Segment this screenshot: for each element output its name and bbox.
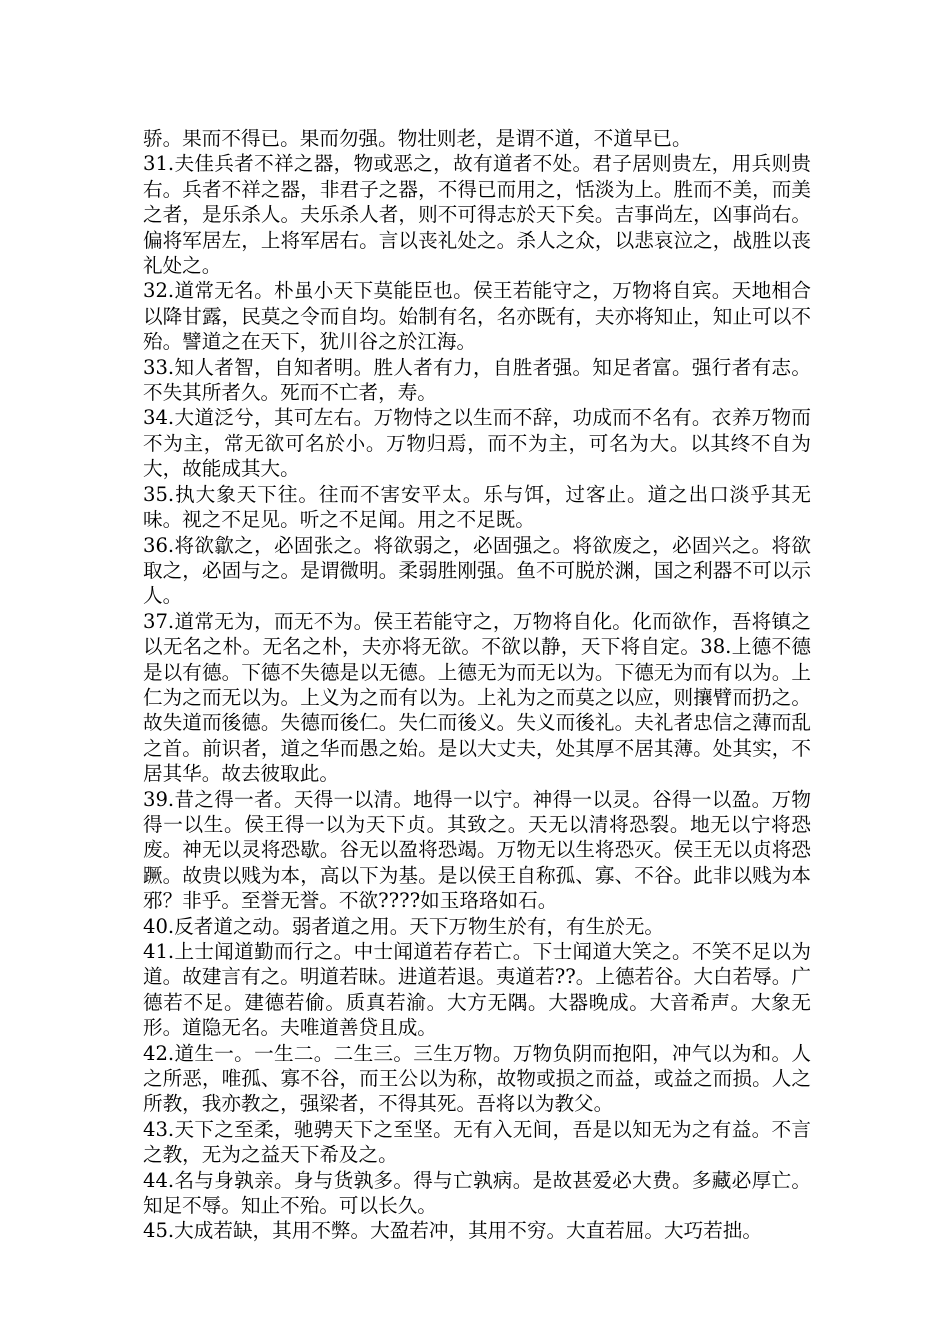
paragraph-36: 36.将欲歙之，必固张之。将欲弱之，必固强之。将欲废之，必固兴之。将欲取之，必固与之。是谓微明。柔弱胜刚强。鱼不可脱於渊，国之利器不可以示人。	[143, 533, 811, 608]
paragraph-35: 35.执大象天下往。往而不害安平太。乐与饵，过客止。道之出口淡乎其无味。视之不足见。听之不足闻。用之不足既。	[143, 482, 811, 532]
paragraph-31: 31.夫佳兵者不祥之器，物或恶之，故有道者不处。君子居则贵左，用兵则贵右。兵者不祥之器，非君子之器，不得已而用之，恬淡为上。胜而不美，而美之者，是乐杀人。夫乐杀人者，则不可得志於天下矣。吉事尚左，凶事尚右。偏将军居左，上将军居右。言以丧礼处之。杀人之众，以悲哀泣之，战胜以丧礼处之。	[143, 152, 811, 278]
paragraph-37-38: 37.道常无为，而无不为。侯王若能守之，万物将自化。化而欲作，吾将镇之以无名之朴。无名之朴，夫亦将无欲。不欲以静，天下将自定。38.上德不德是以有德。下德不失德是以无德。上德无为而无以为。下德无为而有以为。上仁为之而无以为。上义为之而有以为。上礼为之而莫之以应，则攘臂而扔之。故失道而後德。失德而後仁。失仁而後义。失义而後礼。夫礼者忠信之薄而乱之首。前识者，道之华而愚之始。是以大丈夫，处其厚不居其薄。处其实，不居其华。故去彼取此。	[143, 609, 811, 786]
paragraph-39: 39.昔之得一者。天得一以清。地得一以宁。神得一以灵。谷得一以盈。万物得一以生。侯王得一以为天下贞。其致之。天无以清将恐裂。地无以宁将恐废。神无以灵将恐歇。谷无以盈将恐竭。万物无以生将恐灭。侯王无以贞将恐蹶。故贵以贱为本，高以下为基。是以侯王自称孤、寡、不谷。此非以贱为本邪？非乎。至誉无誉。不欲????如玉珞珞如石。	[143, 787, 811, 913]
paragraph-34: 34.大道泛兮，其可左右。万物恃之以生而不辞，功成而不名有。衣养万物而不为主，常无欲可名於小。万物归焉，而不为主，可名为大。以其终不自为大，故能成其大。	[143, 406, 811, 481]
paragraph-33: 33.知人者智，自知者明。胜人者有力，自胜者强。知足者富。强行者有志。不失其所者久。死而不亡者，寿。	[143, 355, 811, 405]
paragraph-45: 45.大成若缺，其用不弊。大盈若冲，其用不穷。大直若屈。大巧若拙。	[143, 1219, 762, 1243]
paragraph-32: 32.道常无名。朴虽小天下莫能臣也。侯王若能守之，万物将自宾。天地相合以降甘露，民莫之令而自均。始制有名，名亦既有，夫亦将知止，知止可以不殆。譬道之在天下，犹川谷之於江海。	[143, 279, 811, 354]
document-body	[143, 126, 811, 1244]
paragraph-44: 44.名与身孰亲。身与货孰多。得与亡孰病。是故甚爱必大费。多藏必厚亡。知足不辱。知止不殆。可以长久。	[143, 1168, 811, 1218]
paragraph-41: 41.上士闻道勤而行之。中士闻道若存若亡。下士闻道大笑之。不笑不足以为道。故建言有之。明道若昧。进道若退。夷道若??。上德若谷。大白若辱。广德若不足。建德若偷。质真若渝。大方无隅。大器晚成。大音希声。大象无形。道隐无名。夫唯道善贷且成。	[143, 940, 811, 1040]
paragraph-43: 43.天下之至柔，驰骋天下之至坚。无有入无间，吾是以知无为之有益。不言之教，无为之益天下希及之。	[143, 1117, 811, 1167]
paragraph-42: 42.道生一。一生二。二生三。三生万物。万物负阴而抱阳，冲气以为和。人之所恶，唯孤、寡不谷，而王公以为称，故物或损之而益，或益之而损。人之所教，我亦教之，强梁者，不得其死。吾将以为教父。	[143, 1041, 811, 1116]
paragraph-30-end: 骄。果而不得已。果而勿强。物壮则老，是谓不道，不道早已。	[143, 127, 692, 150]
paragraph-40: 40.反者道之动。弱者道之用。天下万物生於有，有生於无。	[143, 914, 665, 938]
